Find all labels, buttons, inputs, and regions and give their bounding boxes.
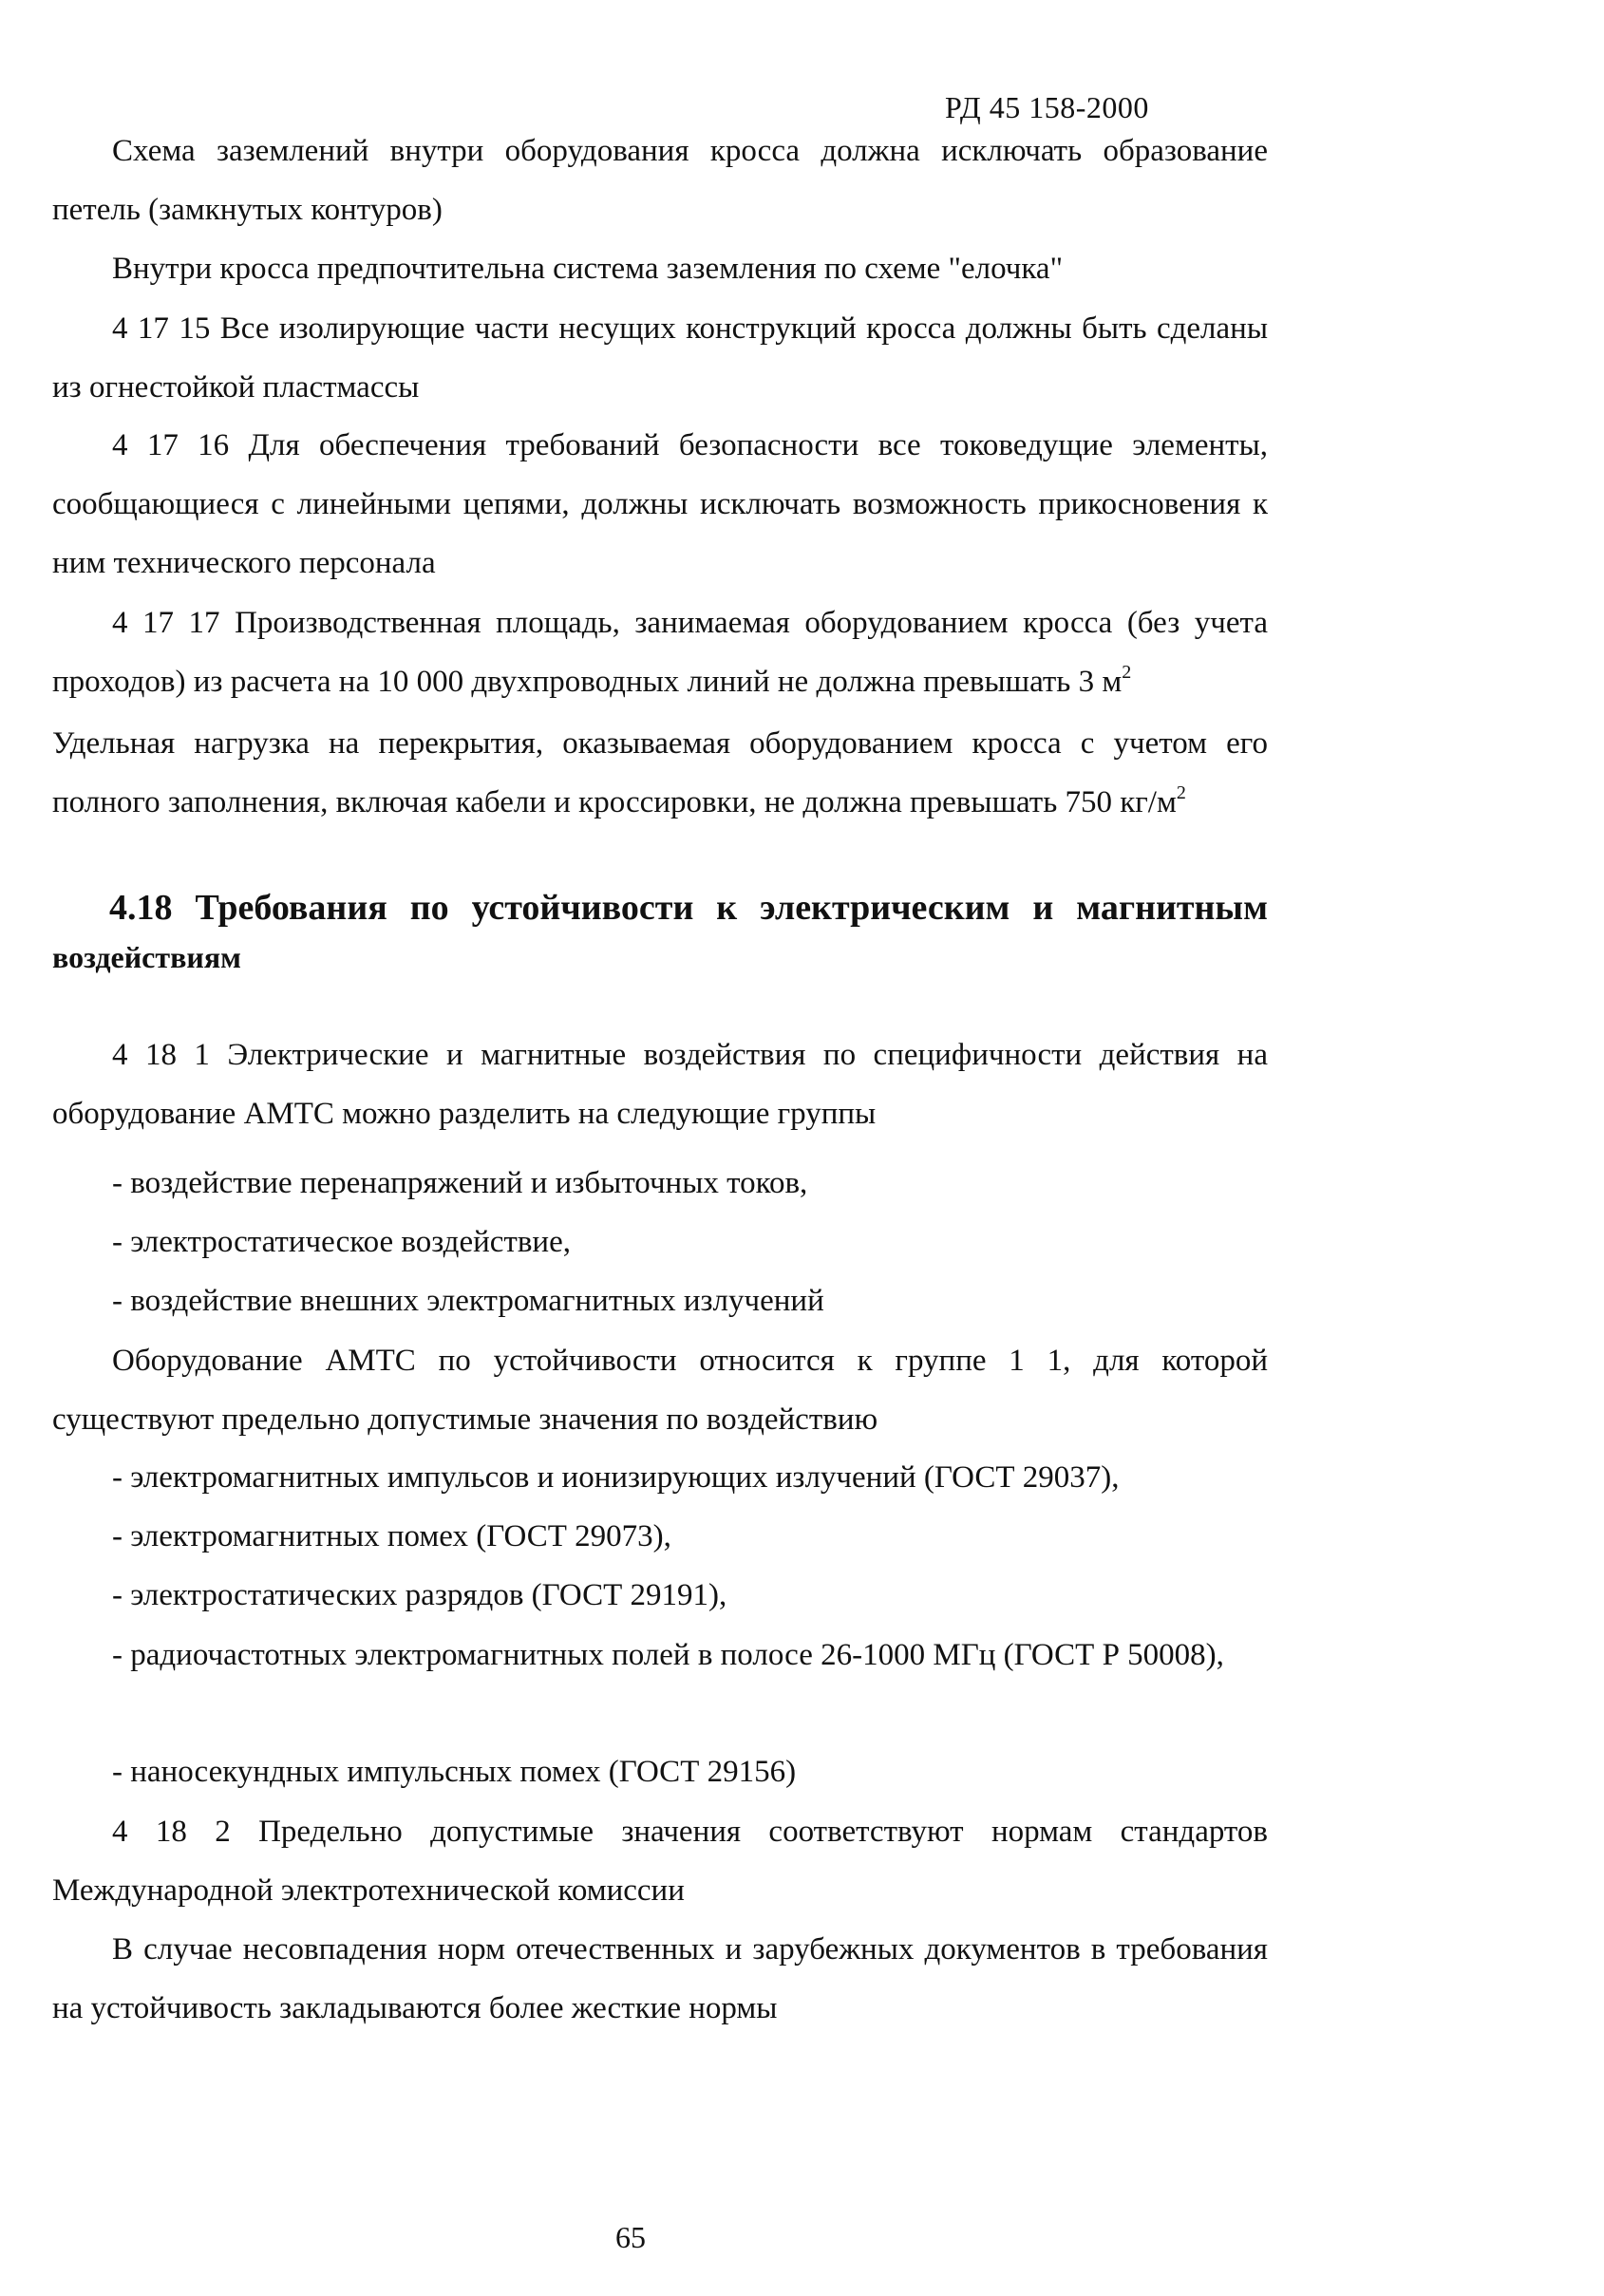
section-heading [52,883,1268,982]
group-item: - воздействие внешних электромагнитных излучений [112,1284,824,1318]
paragraph-4-18-2: 4 18 2 Предельно допустимые значения соответствуют нормам стандартов Международной электротехнической комиссии [52,1815,1268,1908]
limit-item: - электромагнитных импульсов и ионизирующих излучений (ГОСТ 29037), [112,1460,1120,1495]
limit-item: - наносекундных импульсных помех (ГОСТ 29156) [112,1755,797,1789]
paragraph-4-18-1: 4 18 1 Электрические и магнитные воздействия по специфичности действия на оборудование АМТС можно разделить на следующие группы [52,1038,1268,1131]
paragraph-herringbone: Внутри кросса предпочтительна система заземления по схеме "елочка" [112,252,1064,286]
group-item: - воздействие перенапряжений и избыточных токов, [112,1166,808,1200]
section-heading-line2: воздействиям [52,940,241,974]
paragraph-4-17-17-text: 4 17 17 Производственная площадь, занимаемая оборудованием кросса (без учета проходов) из расчета на 10 000 двухпроводных линий не должна превышать 3 м [52,606,1268,699]
page-number: 65 [615,2220,646,2254]
paragraph-grounding-loops: Схема заземлений внутри оборудования кросса должна исключать образование петель (замкнутых контуров) [52,134,1268,227]
limit-item: - электромагнитных помех (ГОСТ 29073), [112,1519,671,1553]
document-code: РД 45 158-2000 [945,90,1149,124]
section-heading-line1: 4.18 Требования по устойчивости к электрическим и магнитным [109,888,1268,928]
group-item: - электростатическое воздействие, [112,1225,571,1259]
paragraph-4-17-15: 4 17 15 Все изолирующие части несущих конструкций кросса должны быть сделаны из огнестойкой пластмассы [52,311,1268,405]
area-superscript: 2 [1122,662,1132,683]
paragraph-group-1-1: Оборудование АМТС по устойчивости относится к группе 1 1, для которой существуют предельно допустимые значения по воздействию [52,1344,1268,1437]
paragraph-4-17-16 [52,416,1268,593]
paragraph-stricter-norms: В случае несовпадения норм отечественных и зарубежных документов в требования на устойчивость закладываются более жесткие нормы [52,1932,1268,2025]
paragraph-4-17-16-text: 4 17 16 Для обеспечения требований безопасности все токоведущие элементы, сообщающиеся с линейными цепями, должны исключать возможность прикосновения к ним технического персонала [52,428,1268,580]
limit-item: - электростатических разрядов (ГОСТ 29191), [112,1578,727,1612]
paragraph-4-17-17 [52,593,1268,711]
limit-item: - радиочастотных электромагнитных полей в полосе 26-1000 МГц (ГОСТ Р 50008), [112,1638,1224,1672]
paragraph-floor-load [52,714,1268,832]
load-superscript: 2 [1176,782,1186,803]
paragraph-floor-load-text: Удельная нагрузка на перекрытия, оказываемая оборудованием кросса с учетом его полного заполнения, включая кабели и кроссировки, не должна превышать 750 кг/м [52,726,1268,819]
